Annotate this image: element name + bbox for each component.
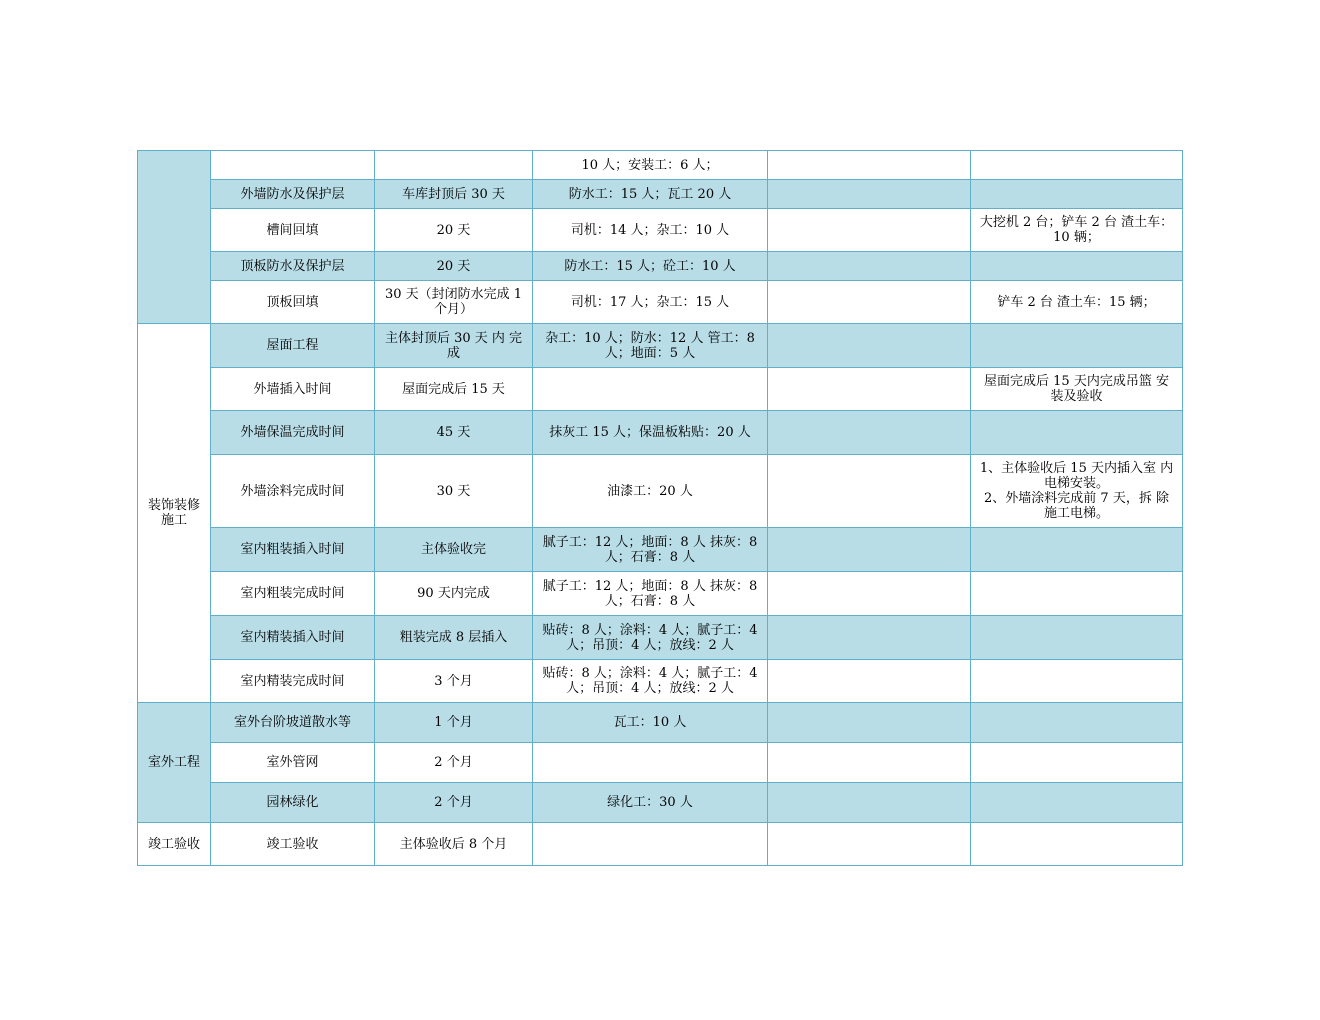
duration-cell: 1 个月 bbox=[375, 703, 533, 743]
table-row bbox=[138, 180, 1183, 209]
equipment-cell bbox=[971, 743, 1183, 783]
note-cell bbox=[768, 660, 971, 703]
duration-cell: 3 个月 bbox=[375, 660, 533, 703]
labor-cell: 贴砖：8 人；涂料：4 人；腻子工：4 人；吊顶：4 人；放线：2 人 bbox=[533, 660, 768, 703]
table-row bbox=[138, 324, 1183, 368]
task-cell: 园林绿化 bbox=[211, 783, 375, 823]
labor-cell bbox=[533, 743, 768, 783]
table-row bbox=[138, 252, 1183, 281]
note-cell bbox=[768, 572, 971, 616]
schedule-table bbox=[137, 150, 1183, 866]
equipment-cell bbox=[971, 180, 1183, 209]
note-cell bbox=[768, 209, 971, 252]
duration-cell: 车库封顶后 30 天 bbox=[375, 180, 533, 209]
table-row bbox=[138, 616, 1183, 660]
task-cell: 外墙涂料完成时间 bbox=[211, 455, 375, 528]
duration-cell: 主体封顶后 30 天 内 完成 bbox=[375, 324, 533, 368]
labor-cell bbox=[533, 368, 768, 411]
task-cell: 室内粗装插入时间 bbox=[211, 528, 375, 572]
duration-cell: 90 天内完成 bbox=[375, 572, 533, 616]
task-cell: 外墙保温完成时间 bbox=[211, 411, 375, 455]
labor-cell: 杂工：10 人；防水：12 人 管工：8 人；地面：5 人 bbox=[533, 324, 768, 368]
table-row bbox=[138, 660, 1183, 703]
equipment-cell: 大挖机 2 台；铲车 2 台 渣土车：10 辆； bbox=[971, 209, 1183, 252]
note-cell bbox=[768, 411, 971, 455]
task-cell: 外墙防水及保护层 bbox=[211, 180, 375, 209]
duration-cell: 粗装完成 8 层插入 bbox=[375, 616, 533, 660]
note-cell bbox=[768, 252, 971, 281]
group-cell-basement bbox=[138, 151, 211, 324]
note-cell bbox=[768, 528, 971, 572]
equipment-cell bbox=[971, 455, 1183, 528]
table-row bbox=[138, 411, 1183, 455]
task-cell: 室内粗装完成时间 bbox=[211, 572, 375, 616]
labor-cell: 绿化工：30 人 bbox=[533, 783, 768, 823]
note-cell bbox=[768, 616, 971, 660]
table-row bbox=[138, 455, 1183, 528]
duration-cell bbox=[375, 151, 533, 180]
labor-cell: 防水工：15 人；砼工：10 人 bbox=[533, 252, 768, 281]
task-cell: 室内精装插入时间 bbox=[211, 616, 375, 660]
table-row bbox=[138, 151, 1183, 180]
equipment-cell bbox=[971, 660, 1183, 703]
note-cell bbox=[768, 455, 971, 528]
labor-cell bbox=[533, 823, 768, 866]
equipment-cell bbox=[971, 616, 1183, 660]
task-cell: 顶板防水及保护层 bbox=[211, 252, 375, 281]
table-row bbox=[138, 528, 1183, 572]
table-row bbox=[138, 783, 1183, 823]
note-cell bbox=[768, 151, 971, 180]
table-row bbox=[138, 281, 1183, 324]
note-cell bbox=[768, 281, 971, 324]
note-cell bbox=[768, 368, 971, 411]
task-cell: 室外管网 bbox=[211, 743, 375, 783]
note-cell bbox=[768, 324, 971, 368]
note-line: 1、主体验收后 15 天内插入室 内电梯安装。 bbox=[979, 461, 1174, 491]
table-row bbox=[138, 703, 1183, 743]
equipment-cell bbox=[971, 151, 1183, 180]
duration-cell: 30 天（封闭防水完成 1 个月） bbox=[375, 281, 533, 324]
note-cell bbox=[768, 180, 971, 209]
labor-cell: 腻子工：12 人；地面：8 人 抹灰：8 人；石膏：8 人 bbox=[533, 528, 768, 572]
group-cell-completion: 竣工验收 bbox=[138, 823, 211, 866]
task-cell: 顶板回填 bbox=[211, 281, 375, 324]
labor-cell: 贴砖：8 人；涂料：4 人；腻子工：4 人；吊顶：4 人；放线：2 人 bbox=[533, 616, 768, 660]
duration-cell: 屋面完成后 15 天 bbox=[375, 368, 533, 411]
labor-cell: 10 人；安装工：6 人； bbox=[533, 151, 768, 180]
duration-cell: 30 天 bbox=[375, 455, 533, 528]
duration-cell: 45 天 bbox=[375, 411, 533, 455]
labor-cell: 防水工：15 人；瓦工 20 人 bbox=[533, 180, 768, 209]
duration-cell: 20 天 bbox=[375, 209, 533, 252]
task-cell: 室外台阶坡道散水等 bbox=[211, 703, 375, 743]
note-cell bbox=[768, 743, 971, 783]
note-cell bbox=[768, 783, 971, 823]
duration-cell: 主体验收完 bbox=[375, 528, 533, 572]
equipment-cell bbox=[971, 703, 1183, 743]
labor-cell: 司机：17 人；杂工：15 人 bbox=[533, 281, 768, 324]
equipment-cell: 屋面完成后 15 天内完成吊篮 安装及验收 bbox=[971, 368, 1183, 411]
duration-cell: 2 个月 bbox=[375, 743, 533, 783]
table-row bbox=[138, 368, 1183, 411]
table-row bbox=[138, 743, 1183, 783]
equipment-cell bbox=[971, 823, 1183, 866]
task-cell: 室内精装完成时间 bbox=[211, 660, 375, 703]
group-cell-outdoor: 室外工程 bbox=[138, 703, 211, 823]
duration-cell: 20 天 bbox=[375, 252, 533, 281]
equipment-cell bbox=[971, 572, 1183, 616]
table-row bbox=[138, 572, 1183, 616]
equipment-cell bbox=[971, 252, 1183, 281]
task-cell: 槽间回填 bbox=[211, 209, 375, 252]
labor-cell: 油漆工：20 人 bbox=[533, 455, 768, 528]
equipment-cell: 铲车 2 台 渣土车：15 辆； bbox=[971, 281, 1183, 324]
equipment-cell bbox=[971, 783, 1183, 823]
labor-cell: 瓦工：10 人 bbox=[533, 703, 768, 743]
labor-cell: 司机：14 人；杂工：10 人 bbox=[533, 209, 768, 252]
note-line: 2、外墙涂料完成前 7 天，拆 除施工电梯。 bbox=[984, 491, 1169, 521]
note-cell bbox=[768, 823, 971, 866]
equipment-cell bbox=[971, 528, 1183, 572]
equipment-cell bbox=[971, 411, 1183, 455]
task-cell bbox=[211, 151, 375, 180]
duration-cell: 2 个月 bbox=[375, 783, 533, 823]
table-row bbox=[138, 209, 1183, 252]
task-cell: 外墙插入时间 bbox=[211, 368, 375, 411]
labor-cell: 抹灰工 15 人；保温板粘贴：20 人 bbox=[533, 411, 768, 455]
labor-cell: 腻子工：12 人；地面：8 人 抹灰：8 人；石膏：8 人 bbox=[533, 572, 768, 616]
note-cell bbox=[768, 703, 971, 743]
duration-cell: 主体验收后 8 个月 bbox=[375, 823, 533, 866]
group-cell-decoration: 装饰装修施工 bbox=[138, 324, 211, 703]
equipment-cell bbox=[971, 324, 1183, 368]
task-cell: 竣工验收 bbox=[211, 823, 375, 866]
task-cell: 屋面工程 bbox=[211, 324, 375, 368]
table-row bbox=[138, 823, 1183, 866]
